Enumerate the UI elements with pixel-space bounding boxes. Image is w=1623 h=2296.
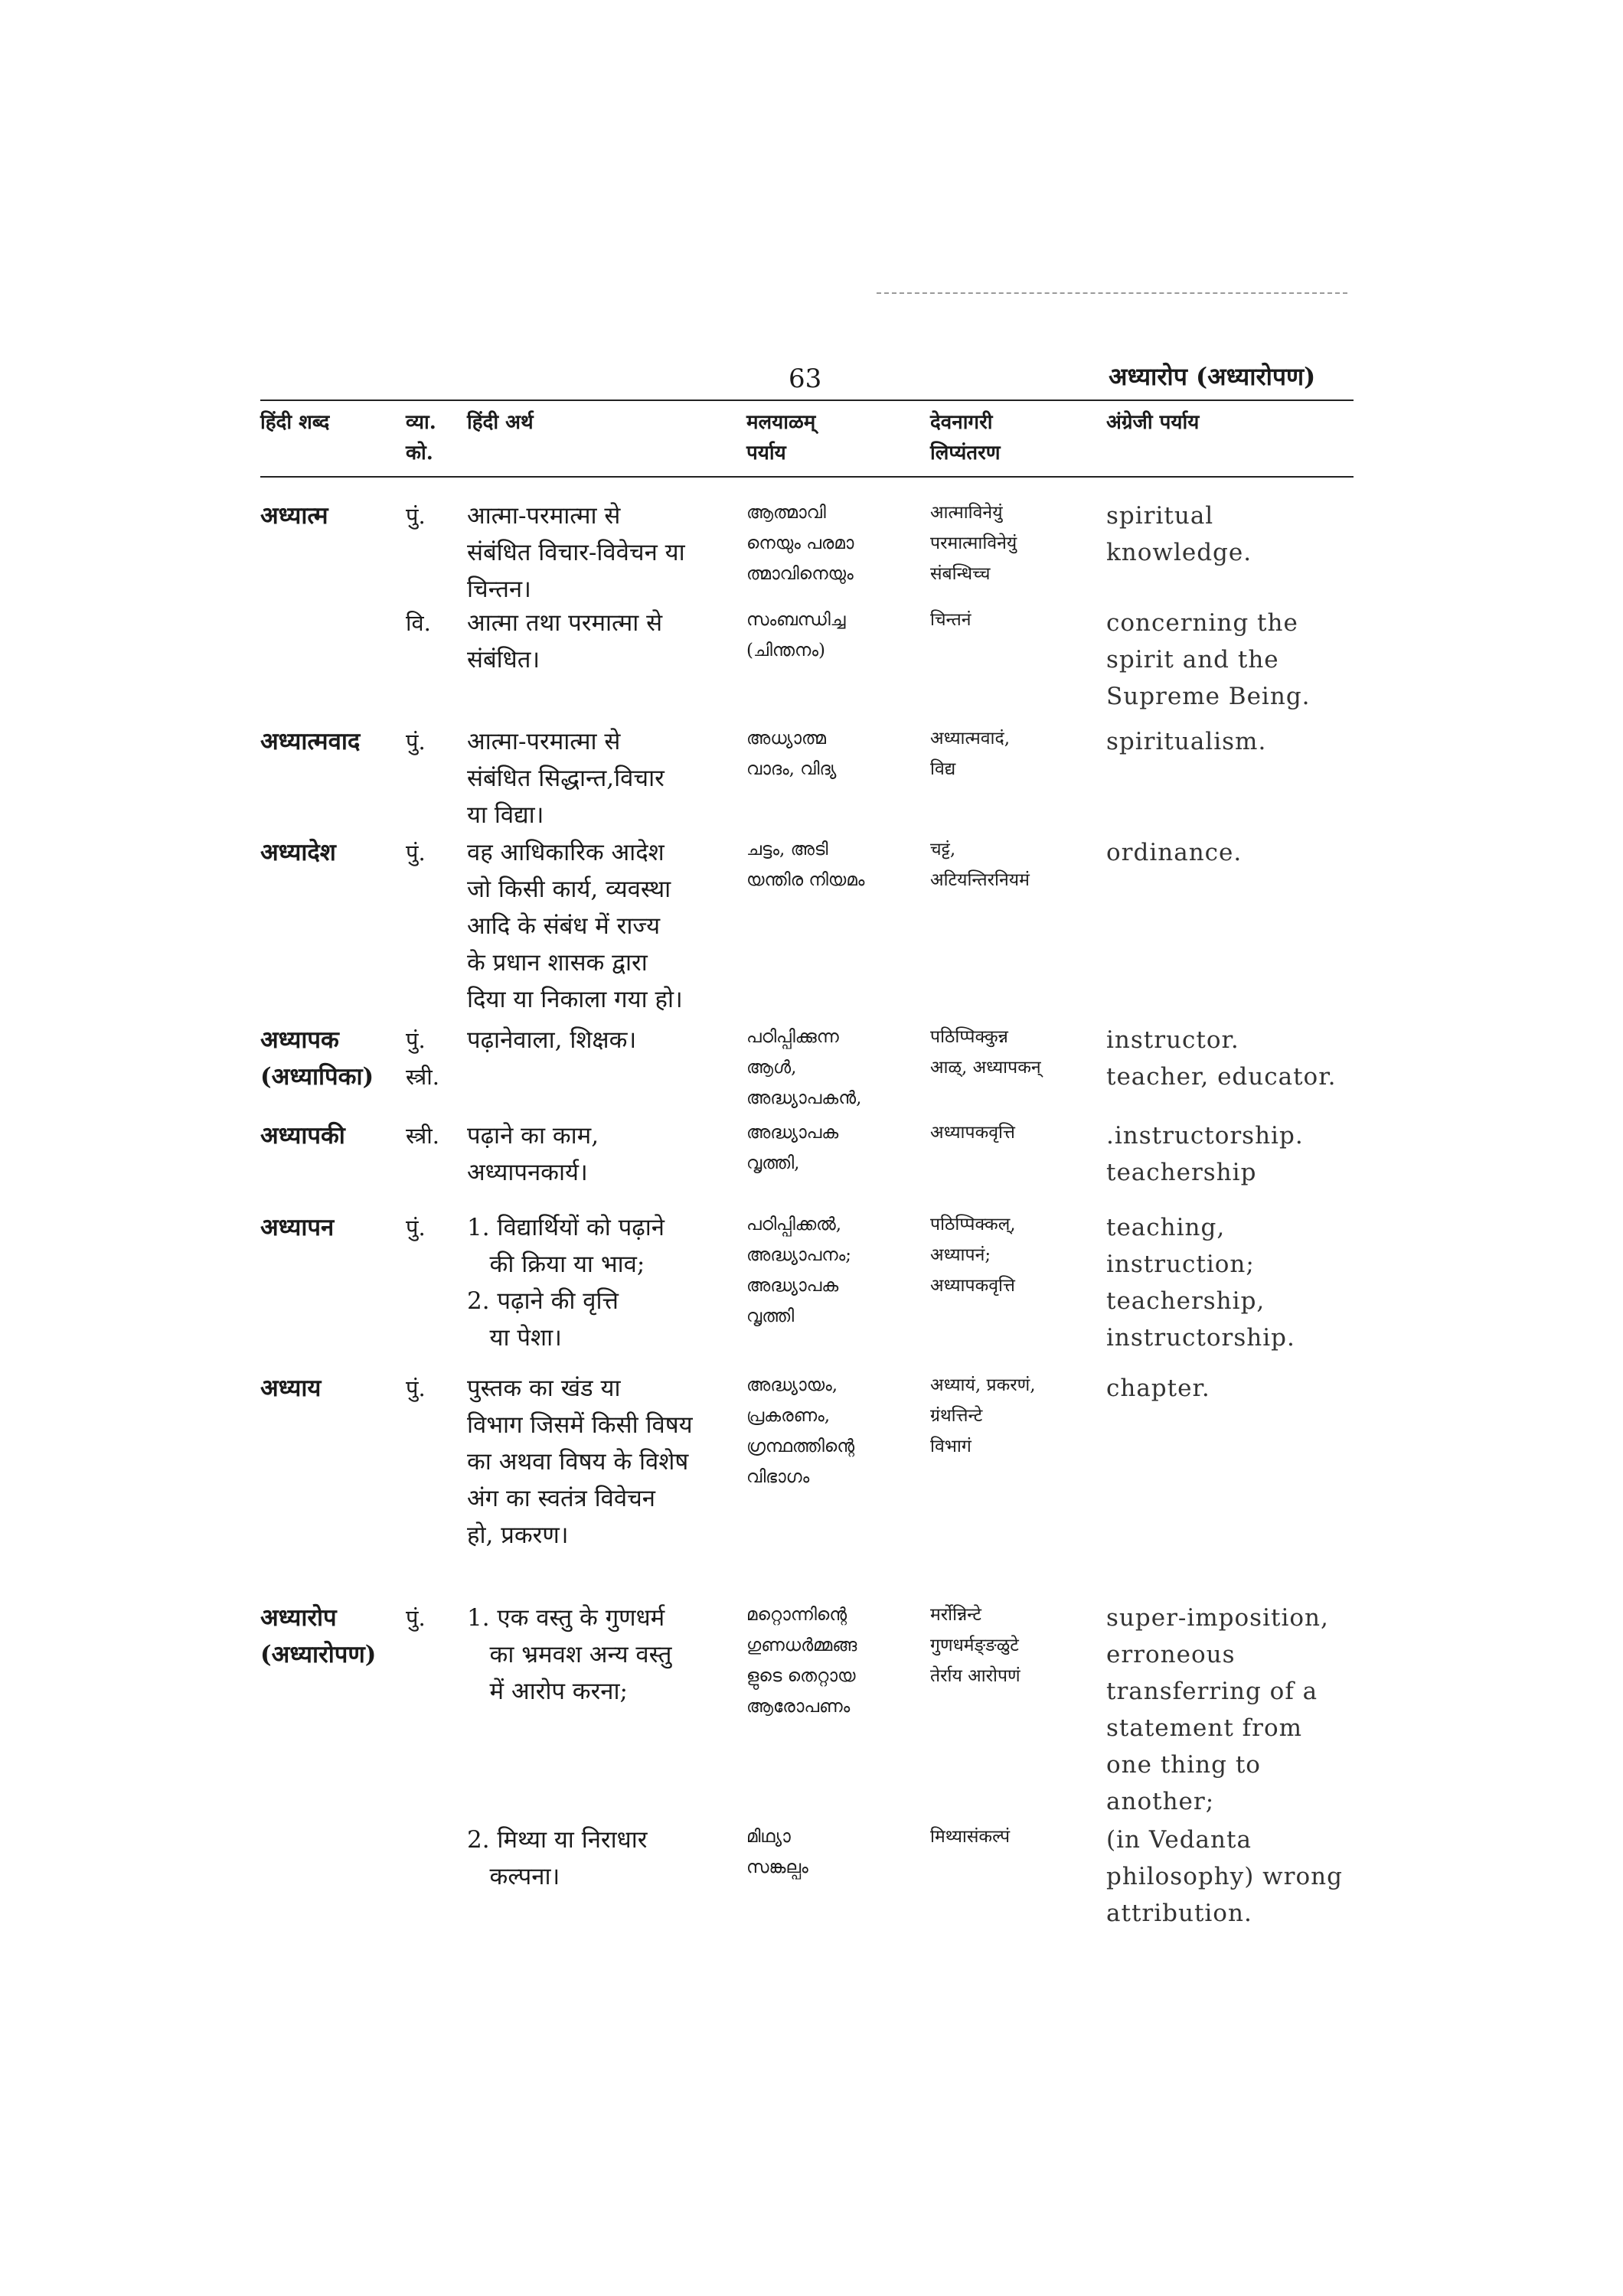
grammar-line: स्त्री. xyxy=(406,1123,440,1149)
header-bottom-rule xyxy=(260,476,1354,478)
grammar-line: पुं. xyxy=(406,840,426,866)
malayalam-equivalent-line: ളുടെ തെറ്റായ xyxy=(746,1666,856,1686)
top-dashed-rule xyxy=(877,292,1347,294)
english-equivalent-cell xyxy=(1106,497,1351,571)
headword-line: अध्यापकी xyxy=(260,1122,345,1150)
malayalam-equivalent-cell xyxy=(746,497,923,589)
headword-line: अध्यारोप xyxy=(260,1604,337,1632)
grammar-line: वि. xyxy=(406,610,431,636)
devanagari-transliteration-line: विद्य xyxy=(930,759,956,779)
grammar-line: पुं. xyxy=(406,1027,426,1053)
english-equivalent-line: one thing to xyxy=(1106,1751,1261,1779)
hindi-meaning-line: या विद्या। xyxy=(467,801,544,829)
english-equivalent-line: teacher, educator. xyxy=(1106,1063,1337,1091)
english-equivalent-line: instructorship. xyxy=(1106,1324,1295,1352)
devanagari-transliteration-line: ग्रंथत्तिन्टे xyxy=(930,1406,983,1426)
malayalam-equivalent-cell xyxy=(746,1600,923,1722)
english-equivalent-cell xyxy=(1106,1117,1351,1191)
hindi-meaning-line: का भ्रमवश अन्य वस्तु xyxy=(467,1641,672,1668)
english-equivalent-line: super-imposition, xyxy=(1106,1604,1329,1632)
grammar-cell xyxy=(406,497,426,534)
english-equivalent-cell xyxy=(1106,1821,1351,1932)
hindi-meaning-cell xyxy=(467,723,750,833)
hindi-meaning-line: के प्रधान शासक द्वारा xyxy=(467,949,648,977)
english-equivalent-cell xyxy=(1106,723,1351,760)
malayalam-equivalent-line: നെയും പരമാ xyxy=(746,533,854,553)
col-head-hindi: हिंदी अर्थ xyxy=(467,411,534,434)
headword-line: (अध्यारोपण) xyxy=(260,1641,377,1668)
col-head-malayalam-line: मलयाळम् xyxy=(746,411,816,434)
header-top-rule xyxy=(260,400,1354,401)
devanagari-transliteration-cell xyxy=(930,723,1091,784)
english-equivalent-line: erroneous xyxy=(1106,1641,1236,1668)
grammar-line: पुं. xyxy=(406,729,426,755)
devanagari-transliteration-cell xyxy=(930,1022,1091,1083)
english-equivalent-line: teaching, xyxy=(1106,1214,1226,1241)
english-equivalent-line: spirit and the xyxy=(1106,646,1279,673)
devanagari-transliteration-line: पठिप्पिक्कल्, xyxy=(930,1215,1016,1234)
devanagari-transliteration-line: गुणधर्मङ्ङळुटे xyxy=(930,1636,1019,1655)
hindi-meaning-line: अध्यापनकार्य। xyxy=(467,1159,588,1186)
headword-cell xyxy=(260,1209,334,1246)
malayalam-equivalent-line: വിഭാഗം xyxy=(746,1467,810,1487)
hindi-meaning-line: दिया या निकाला गया हो। xyxy=(467,986,683,1013)
malayalam-equivalent-cell xyxy=(746,1022,923,1114)
devanagari-transliteration-line: अध्यापकवृत्ति xyxy=(930,1123,1015,1143)
headword-line xyxy=(260,1821,269,1858)
devanagari-transliteration-line: विभागं xyxy=(930,1437,972,1456)
english-equivalent-cell xyxy=(1106,1370,1351,1407)
headword-line: अध्यादेश xyxy=(260,839,336,866)
hindi-meaning-line: 1. एक वस्तु के गुणधर्म xyxy=(467,1604,665,1632)
col-head-malayalam-line: पर्याय xyxy=(746,442,786,465)
headword-cell xyxy=(260,1370,321,1407)
grammar-cell xyxy=(406,834,426,871)
hindi-meaning-line: 1. विद्यार्थियों को पढ़ाने xyxy=(467,1214,665,1241)
devanagari-transliteration-line: मिथ्यासंकल्पं xyxy=(930,1827,1011,1847)
english-equivalent-line: teachership, xyxy=(1106,1287,1265,1315)
english-equivalent-line: concerning the xyxy=(1106,609,1298,637)
english-equivalent-cell xyxy=(1106,834,1351,871)
hindi-meaning-cell xyxy=(467,1370,750,1554)
hindi-meaning-line: आत्मा-परमात्मा से xyxy=(467,502,621,530)
headword-line: अध्यात्मवाद xyxy=(260,728,361,755)
english-equivalent-line: spiritualism. xyxy=(1106,728,1267,755)
english-equivalent-cell xyxy=(1106,1022,1351,1095)
hindi-meaning-line: चिन्तन। xyxy=(467,576,531,603)
hindi-meaning-line: पढ़ाने का काम, xyxy=(467,1122,599,1150)
hindi-meaning-cell xyxy=(467,1209,750,1356)
malayalam-equivalent-line: പഠിപ്പിക്കൽ, xyxy=(746,1215,842,1234)
headword-cell xyxy=(260,1600,376,1673)
devanagari-transliteration-line: चिन्तनं xyxy=(930,610,972,630)
headword-line: अध्याय xyxy=(260,1375,322,1402)
headword-line: अध्यापक xyxy=(260,1026,339,1054)
hindi-meaning-line: पुस्तक का खंड या xyxy=(467,1375,621,1402)
malayalam-equivalent-line: ആത്മാവി xyxy=(746,503,826,523)
hindi-meaning-line: 2. मिथ्या या निराधार xyxy=(467,1826,648,1854)
hindi-meaning-line: अंग का स्वतंत्र विवेचन xyxy=(467,1485,656,1512)
headword-cell xyxy=(260,497,328,534)
devanagari-transliteration-cell xyxy=(930,834,1091,895)
devanagari-transliteration-line: अध्यापनं; xyxy=(930,1245,991,1265)
grammar-cell xyxy=(406,1370,426,1407)
headword-cell xyxy=(260,605,269,641)
hindi-meaning-line: की क्रिया या भाव; xyxy=(467,1251,645,1278)
devanagari-transliteration-cell xyxy=(930,1370,1091,1462)
hindi-meaning-cell xyxy=(467,605,750,678)
grammar-line: पुं. xyxy=(406,1215,426,1241)
malayalam-equivalent-line: ആൾ, xyxy=(746,1058,797,1078)
hindi-meaning-cell xyxy=(467,1600,750,1710)
malayalam-equivalent-line: അദ്ധ്യാപക xyxy=(746,1123,839,1143)
grammar-cell xyxy=(406,1821,413,1858)
malayalam-equivalent-line: ഗ്രന്ഥത്തിന്റെ xyxy=(746,1437,855,1456)
english-equivalent-line: attribution. xyxy=(1106,1900,1252,1927)
malayalam-equivalent-line: അദ്ധ്യായം, xyxy=(746,1375,838,1395)
malayalam-equivalent-line: പഠിപ്പിക്കുന്ന xyxy=(746,1027,839,1047)
hindi-meaning-line: संबंधित। xyxy=(467,646,540,673)
malayalam-equivalent-line: വാദം, വിദ്യ xyxy=(746,759,837,779)
devanagari-transliteration-cell xyxy=(930,497,1091,589)
hindi-meaning-line: आत्मा तथा परमात्मा से xyxy=(467,609,663,637)
malayalam-equivalent-line: വൃത്തി xyxy=(746,1306,795,1326)
devanagari-transliteration-line: पठिप्पिक्कुन्न xyxy=(930,1027,1008,1047)
english-equivalent-line: statement from xyxy=(1106,1714,1303,1742)
english-equivalent-line: ordinance. xyxy=(1106,839,1243,866)
malayalam-equivalent-cell xyxy=(746,605,923,666)
hindi-meaning-line: का अथवा विषय के विशेष xyxy=(467,1448,689,1476)
hindi-meaning-line: विभाग जिसमें किसी विषय xyxy=(467,1411,693,1439)
hindi-meaning-line: या पेशा। xyxy=(467,1324,562,1352)
headword-cell xyxy=(260,1022,374,1095)
malayalam-equivalent-line: യന്തിര നിയമം xyxy=(746,870,865,890)
hindi-meaning-cell xyxy=(467,1022,750,1058)
col-head-word: हिंदी शब्द xyxy=(260,411,330,434)
devanagari-transliteration-cell xyxy=(930,1821,1091,1852)
headword-line xyxy=(260,605,269,641)
malayalam-equivalent-cell xyxy=(746,1370,923,1492)
malayalam-equivalent-line: അദ്ധ്യാപനം; xyxy=(746,1245,852,1265)
grammar-line: पुं. xyxy=(406,503,426,529)
english-equivalent-line: instructor. xyxy=(1106,1026,1239,1054)
col-head-grammar-line: को. xyxy=(406,442,433,465)
grammar-line: पुं. xyxy=(406,1375,426,1401)
hindi-meaning-line: कल्पना। xyxy=(467,1863,560,1890)
devanagari-transliteration-cell xyxy=(930,605,1091,635)
english-equivalent-cell xyxy=(1106,605,1351,715)
grammar-cell xyxy=(406,1209,426,1246)
malayalam-equivalent-line: സങ്കല്പം xyxy=(746,1857,808,1877)
devanagari-transliteration-line: अटियन्तिरनियमं xyxy=(930,870,1030,890)
grammar-line xyxy=(406,1821,413,1858)
headword-cell xyxy=(260,723,360,760)
malayalam-equivalent-line: അധ്യാത്മ xyxy=(746,729,826,748)
english-equivalent-line: (in Vedanta xyxy=(1106,1826,1252,1854)
hindi-meaning-line: 2. पढ़ाने की वृत्ति xyxy=(467,1287,619,1315)
english-equivalent-line: Supreme Being. xyxy=(1106,683,1311,710)
grammar-cell xyxy=(406,1600,426,1636)
col-head-grammar-line: व्या. xyxy=(406,411,436,434)
malayalam-equivalent-line: പ്രകരണം, xyxy=(746,1406,831,1426)
malayalam-equivalent-cell xyxy=(746,1117,923,1179)
headword-line: अध्यात्म xyxy=(260,502,328,530)
english-equivalent-line: another; xyxy=(1106,1788,1215,1815)
devanagari-transliteration-line: मर्रोन्निन्टे xyxy=(930,1605,981,1625)
english-equivalent-line: spiritual xyxy=(1106,502,1214,530)
english-equivalent-cell xyxy=(1106,1209,1351,1356)
devanagari-transliteration-line: आळ्, अध्यापकन् xyxy=(930,1058,1041,1078)
malayalam-equivalent-line: ഗുണധർമ്മങ്ങ xyxy=(746,1636,857,1655)
headword-cell xyxy=(260,1821,269,1858)
devanagari-transliteration-line: संबन्धिच्च xyxy=(930,564,991,584)
hindi-meaning-line: पढ़ानेवाला, शिक्षक। xyxy=(467,1026,637,1054)
devanagari-transliteration-line: अध्यायं, प्रकरणं, xyxy=(930,1375,1036,1395)
grammar-cell xyxy=(406,605,431,641)
devanagari-transliteration-line: तेर्राय आरोपणं xyxy=(930,1666,1020,1686)
col-head-devanagari-line: देवनागरी xyxy=(930,411,993,434)
malayalam-equivalent-line: അദ്ധ്യാപകൻ, xyxy=(746,1088,862,1108)
english-equivalent-line: teachership xyxy=(1106,1159,1257,1186)
malayalam-equivalent-line: മിഥ്യാ xyxy=(746,1827,791,1847)
hindi-meaning-cell xyxy=(467,1821,750,1895)
english-equivalent-line: .instructorship. xyxy=(1106,1122,1304,1150)
col-head-devanagari-line: लिप्यंतरण xyxy=(930,442,1001,465)
hindi-meaning-line: संबंधित विचार-विवेचन या xyxy=(467,539,685,566)
hindi-meaning-line: में आरोप करना; xyxy=(467,1678,628,1705)
headword-cell xyxy=(260,834,336,871)
hindi-meaning-line: जो किसी कार्य, व्यवस्था xyxy=(467,876,671,903)
col-head-english: अंग्रेजी पर्याय xyxy=(1106,411,1200,434)
grammar-line: पुं. xyxy=(406,1605,426,1631)
hindi-meaning-cell xyxy=(467,834,750,1018)
devanagari-transliteration-line: आत्माविनेयुं xyxy=(930,503,1003,523)
grammar-line: स्त्री. xyxy=(406,1064,440,1090)
hindi-meaning-line: हो, प्रकरण। xyxy=(467,1521,569,1549)
devanagari-transliteration-cell xyxy=(930,1600,1091,1691)
malayalam-equivalent-cell xyxy=(746,723,923,784)
malayalam-equivalent-line: സംബന്ധിച്ച xyxy=(746,610,846,630)
hindi-meaning-line: संबंधित सिद्धान्त,विचार xyxy=(467,765,665,792)
grammar-cell xyxy=(406,1117,439,1154)
malayalam-equivalent-line: വൃത്തി, xyxy=(746,1153,800,1173)
english-equivalent-cell xyxy=(1106,1600,1351,1820)
malayalam-equivalent-line: (ചിന്തനം) xyxy=(746,641,825,660)
hindi-meaning-line: वह आधिकारिक आदेश xyxy=(467,839,665,866)
running-head: अध्यारोप (अध्यारोपण) xyxy=(1109,362,1316,391)
grammar-cell xyxy=(406,1022,439,1095)
malayalam-equivalent-cell xyxy=(746,1821,923,1883)
headword-line: (अध्यापिका) xyxy=(260,1063,374,1091)
hindi-meaning-line: आत्मा-परमात्मा से xyxy=(467,728,621,755)
headword-cell xyxy=(260,1117,345,1154)
col-head-grammar xyxy=(406,407,436,468)
page-number: 63 xyxy=(789,364,822,394)
english-equivalent-line: transferring of a xyxy=(1106,1678,1318,1705)
devanagari-transliteration-line: अध्यात्मवादं, xyxy=(930,729,1011,748)
english-equivalent-line: instruction; xyxy=(1106,1251,1255,1278)
hindi-meaning-cell xyxy=(467,497,750,608)
devanagari-transliteration-cell xyxy=(930,1117,1091,1148)
devanagari-transliteration-line: परमात्माविनेयुं xyxy=(930,533,1017,553)
malayalam-equivalent-line: ത്മാവിനെയും xyxy=(746,564,854,584)
grammar-cell xyxy=(406,723,426,760)
devanagari-transliteration-line: चट्टं, xyxy=(930,840,956,859)
col-head-malayalam xyxy=(746,407,815,468)
malayalam-equivalent-cell xyxy=(746,1209,923,1332)
english-equivalent-line: philosophy) wrong xyxy=(1106,1863,1343,1890)
malayalam-equivalent-line: ആരോപണം xyxy=(746,1697,851,1717)
devanagari-transliteration-cell xyxy=(930,1209,1091,1301)
col-head-devanagari xyxy=(930,407,1001,468)
headword-line: अध्यापन xyxy=(260,1214,335,1241)
malayalam-equivalent-line: അദ്ധ്യാപക xyxy=(746,1276,839,1296)
malayalam-equivalent-line: മറ്റൊന്നിന്റെ xyxy=(746,1605,847,1625)
malayalam-equivalent-cell xyxy=(746,834,923,895)
devanagari-transliteration-line: अध्यापकवृत्ति xyxy=(930,1276,1015,1296)
english-equivalent-line: chapter. xyxy=(1106,1375,1210,1402)
english-equivalent-line: knowledge. xyxy=(1106,539,1252,566)
hindi-meaning-line: आदि के संबंध में राज्य xyxy=(467,912,661,940)
malayalam-equivalent-line: ചട്ടം, അടി xyxy=(746,840,828,859)
hindi-meaning-cell xyxy=(467,1117,750,1191)
